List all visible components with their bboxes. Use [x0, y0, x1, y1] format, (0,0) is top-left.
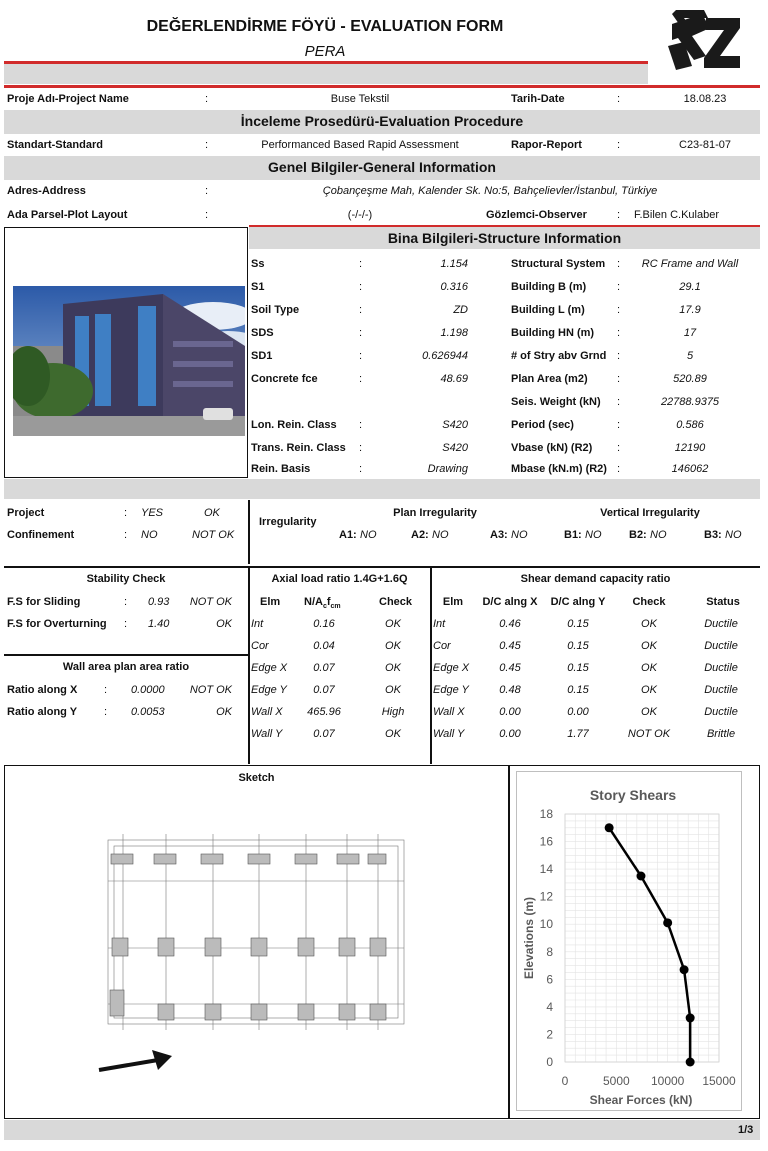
chart-y-label: Elevations (m) — [522, 896, 536, 980]
colon: : — [359, 281, 363, 293]
structure-value: 12190 — [674, 442, 706, 454]
shear-check: OK — [641, 662, 657, 674]
axial-header-ratio: $N/A_cf_{cm}$ — [304, 596, 341, 611]
shear-dcy: 0.15 — [567, 684, 589, 696]
colon: : — [359, 327, 363, 339]
wall-ratio-label: Ratio along X — [7, 684, 78, 696]
shear-title: Shear demand capacity ratio — [520, 573, 671, 585]
structure-value: Drawing — [427, 463, 468, 475]
axial-check: OK — [385, 684, 401, 696]
form-subtitle: PERA — [304, 43, 346, 60]
axial-check: OK — [385, 728, 401, 740]
shear-dcy: 0.15 — [567, 640, 589, 652]
shear-header: Status — [706, 596, 740, 608]
colon: : — [617, 396, 621, 408]
project-check-value: YES — [141, 507, 164, 519]
address-label: Adres-Address — [7, 185, 86, 197]
chart-y-tick-label: 6 — [546, 972, 553, 987]
shear-status: Ductile — [704, 640, 738, 652]
story-shears-chart — [516, 771, 742, 1111]
shear-elm: Wall X — [433, 706, 465, 718]
chart-x-ticks — [562, 1074, 736, 1088]
structure-label: Ss — [251, 258, 265, 270]
vertical-irregularity-title: Vertical Irregularity — [600, 507, 700, 519]
structure-label: Structural System — [511, 258, 606, 270]
shear-dcx: 0.00 — [499, 706, 521, 718]
shear-dcy: 0.15 — [567, 662, 589, 674]
shear-dcy: 0.15 — [567, 618, 589, 630]
form-title: DEĞERLENDİRME FÖYÜ - EVALUATION FORM — [146, 18, 504, 35]
colon: : — [359, 373, 363, 385]
structure-value: 5 — [686, 350, 694, 362]
chart-y-tick-label: 18 — [539, 807, 553, 821]
chart-title: Story Shears — [589, 787, 677, 803]
irregularity-value: NO — [725, 529, 742, 541]
chart-y-tick-label: 16 — [539, 834, 553, 849]
observer-value: F.Bilen C.Kulaber — [634, 209, 719, 221]
shear-elm: Cor — [433, 640, 451, 652]
axial-ratio: 0.07 — [313, 684, 335, 696]
axial-check: OK — [385, 618, 401, 630]
colon: : — [104, 684, 108, 696]
page-number: 1/3 — [738, 1124, 754, 1136]
axial-title: Axial load ratio 1.4G+1.6Q — [271, 573, 408, 585]
shear-check: OK — [641, 618, 657, 630]
structure-value: 17 — [683, 327, 697, 339]
structure-label: SDS — [251, 327, 274, 339]
chart-y-tick-label: 0 — [546, 1055, 553, 1069]
irregularity-value: NO — [432, 529, 449, 541]
irregularity-code: A2: — [411, 529, 429, 541]
stability-status: OK — [216, 618, 232, 630]
standard-value: Performanced Based Rapid Assessment — [261, 139, 459, 151]
plan-drawing-icon — [96, 826, 416, 1036]
structure-value: 1.198 — [440, 327, 468, 339]
axial-ratio: 465.96 — [307, 706, 341, 718]
chart-svg — [517, 772, 743, 1112]
structure-value: 48.69 — [440, 373, 468, 385]
structure-value: 1.154 — [440, 258, 468, 270]
chart-y-ticks — [540, 807, 554, 1069]
axial-check: OK — [385, 640, 401, 652]
shear-status: Ductile — [704, 706, 738, 718]
irregularity-code: B3: — [704, 529, 722, 541]
structure-label: Period (sec) — [511, 419, 574, 431]
confinement-value: NO — [141, 529, 158, 541]
structure-value: 29.1 — [679, 281, 701, 293]
date-value: 18.08.23 — [683, 93, 727, 105]
colon: : — [205, 185, 209, 197]
structure-value: 0.626944 — [422, 350, 468, 362]
shear-dcy: 0.00 — [567, 706, 589, 718]
axial-ratio: 0.07 — [313, 728, 335, 740]
structural-sketch — [96, 826, 416, 1036]
wall-ratio-status: OK — [216, 706, 232, 718]
axial-header-elm: Elm — [260, 596, 281, 608]
shear-dcy: 1.77 — [567, 728, 589, 740]
colon: : — [617, 209, 621, 221]
shear-dcx: 0.45 — [499, 640, 521, 652]
structure-label: S1 — [251, 281, 265, 293]
plan-irregularity-title: Plan Irregularity — [393, 507, 477, 519]
structure-value: 0.586 — [676, 419, 704, 431]
colon: : — [359, 463, 363, 475]
shear-dcx: 0.46 — [499, 618, 521, 630]
colon: : — [617, 281, 621, 293]
chart-point — [686, 1013, 695, 1022]
structure-label: Seis. Weight (kN) — [511, 396, 601, 408]
colon: : — [124, 596, 128, 608]
wall-ratio-title: Wall area plan area ratio — [62, 661, 190, 673]
wall-ratio-value: 0.0000 — [131, 684, 165, 696]
colon: : — [617, 463, 621, 475]
shear-check: OK — [641, 640, 657, 652]
chart-y-tick-label: 14 — [539, 862, 553, 877]
colon: : — [104, 706, 108, 718]
wall-ratio-status: NOT OK — [189, 684, 232, 696]
colon: : — [205, 93, 209, 105]
axial-elm: Wall X — [251, 706, 283, 718]
colon: : — [359, 442, 363, 454]
shear-elm: Edge Y — [433, 684, 469, 696]
shear-check: OK — [641, 706, 657, 718]
colon: : — [124, 529, 128, 541]
report-label: Rapor-Report — [511, 139, 582, 151]
irregularity-value: NO — [585, 529, 602, 541]
procedure-title: İnceleme Prosedürü-Evaluation Procedure — [240, 113, 524, 129]
colon: : — [124, 618, 128, 630]
shear-check: OK — [641, 684, 657, 696]
structure-value: 0.316 — [440, 281, 468, 293]
shear-header: Check — [632, 596, 666, 608]
standard-label: Standart-Standard — [7, 139, 103, 151]
structure-value: S420 — [442, 419, 468, 431]
shear-dcx: 0.00 — [499, 728, 521, 740]
structure-label: Building HN (m) — [511, 327, 595, 339]
colon: : — [617, 258, 621, 270]
structure-value: RC Frame and Wall — [641, 258, 739, 270]
project-name-value: Buse Tekstil — [330, 93, 390, 105]
colon: : — [617, 93, 621, 105]
structure-label: Soil Type — [251, 304, 300, 316]
axial-ratio: 0.07 — [313, 662, 335, 674]
chart-point — [663, 918, 672, 927]
address-value: Çobançeşme Mah, Kalender Sk. No:5, Bahçelievler/İstanbul, Türkiye — [322, 185, 658, 197]
colon: : — [359, 419, 363, 431]
structure-value: ZD — [453, 304, 468, 316]
irregularity-code: B2: — [629, 529, 647, 541]
colon: : — [617, 327, 621, 339]
chart-x-tick-label: 0 — [561, 1074, 569, 1088]
chart-y-tick-label: 12 — [539, 889, 553, 904]
irregularity-label: Irregularity — [259, 516, 317, 528]
structure-label: Trans. Rein. Class — [251, 442, 346, 454]
shear-elm: Int — [433, 618, 446, 630]
colon: : — [617, 373, 621, 385]
report-value: C23-81-07 — [679, 139, 731, 151]
project-check-status: OK — [204, 507, 220, 519]
structure-label: Rein. Basis — [251, 463, 311, 475]
structure-label: Concrete fce — [251, 373, 318, 385]
axial-check: High — [381, 706, 405, 718]
colon: : — [617, 304, 621, 316]
colon: : — [124, 507, 128, 519]
axial-ratio: 0.04 — [313, 640, 335, 652]
stability-value: 0.93 — [148, 596, 170, 608]
chart-point — [686, 1058, 695, 1067]
shear-dcx: 0.45 — [499, 662, 521, 674]
shear-elm: Edge X — [433, 662, 470, 674]
colon: : — [359, 304, 363, 316]
axial-check: OK — [385, 662, 401, 674]
shear-elm: Wall Y — [433, 728, 465, 740]
shear-check: NOT OK — [627, 728, 671, 740]
sketch-title: Sketch — [238, 772, 275, 784]
logo-icon — [662, 6, 744, 82]
observer-label: Gözlemci-Observer — [486, 209, 587, 221]
project-name-label: Proje Adı-Project Name — [7, 93, 129, 105]
building-photo — [13, 286, 245, 436]
chart-x-tick-label: 15000 — [702, 1074, 736, 1088]
general-info-title: Genel Bilgiler-General Information — [268, 159, 496, 175]
chart-x-tick-label: 5000 — [602, 1074, 630, 1088]
axial-header-check: Check — [379, 596, 413, 608]
structure-value: 520.89 — [673, 373, 707, 385]
chart-y-tick-label: 2 — [546, 1027, 553, 1042]
date-label: Tarih-Date — [511, 93, 565, 105]
colon: : — [359, 350, 363, 362]
axial-elm: Edge X — [251, 662, 288, 674]
irregularity-value: NO — [360, 529, 377, 541]
axial-elm: Int — [251, 618, 264, 630]
axial-elm: Cor — [251, 640, 269, 652]
company-logo — [662, 6, 744, 82]
structure-info-title: Bina Bilgileri-Structure Information — [387, 230, 622, 246]
structure-label: Building L (m) — [511, 304, 585, 316]
irregularity-value: NO — [650, 529, 667, 541]
shear-status: Ductile — [704, 662, 738, 674]
confinement-status: NOT OK — [192, 529, 235, 541]
structure-value: S420 — [442, 442, 468, 454]
colon: : — [359, 258, 363, 270]
irregularity-value: NO — [511, 529, 528, 541]
chart-point — [680, 965, 689, 974]
irregularity-code: A1: — [339, 529, 357, 541]
colon: : — [617, 350, 621, 362]
shear-status: Ductile — [704, 618, 738, 630]
chart-point — [605, 823, 614, 832]
axial-elm: Wall Y — [251, 728, 283, 740]
chart-y-tick-label: 10 — [539, 917, 553, 932]
chart-point — [636, 872, 645, 881]
stability-title: Stability Check — [86, 573, 166, 585]
structure-value: 17.9 — [679, 304, 701, 316]
colon: : — [617, 139, 621, 151]
colon: : — [205, 209, 209, 221]
confinement-label: Confinement — [7, 529, 75, 541]
stability-status: NOT OK — [189, 596, 232, 608]
plot-label: Ada Parsel-Plot Layout — [7, 209, 128, 221]
structure-label: Lon. Rein. Class — [251, 419, 337, 431]
structure-label: # of Stry abv Grnd — [511, 350, 607, 362]
axial-ratio: 0.16 — [313, 618, 335, 630]
chart-y-tick-label: 8 — [546, 944, 553, 959]
irregularity-code: B1: — [564, 529, 582, 541]
shear-status: Ductile — [704, 684, 738, 696]
structure-label: SD1 — [251, 350, 273, 362]
structure-value: 22788.9375 — [660, 396, 720, 408]
stability-value: 1.40 — [148, 618, 170, 630]
chart-x-label: Shear Forces (kN) — [589, 1093, 693, 1107]
shear-header: Elm — [442, 596, 464, 608]
structure-label: Plan Area (m2) — [511, 373, 588, 385]
structure-label: Mbase (kN.m) (R2) — [511, 463, 607, 475]
project-check-label: Project — [7, 507, 45, 519]
wall-ratio-value: 0.0053 — [131, 706, 165, 718]
shear-dcx: 0.48 — [499, 684, 521, 696]
shear-header: D/C alng X — [482, 596, 538, 608]
chart-grid — [565, 814, 719, 1062]
structure-label: Vbase (kN) (R2) — [511, 442, 593, 454]
irregularity-code: A3: — [490, 529, 508, 541]
chart-y-tick-label: 4 — [546, 999, 553, 1014]
shear-header: D/C alng Y — [550, 596, 606, 608]
shear-status: Brittle — [706, 728, 736, 740]
north-arrow-icon — [96, 1046, 176, 1076]
stability-label: F.S for Sliding — [7, 596, 81, 608]
structure-label: Building B (m) — [511, 281, 587, 293]
stability-label: F.S for Overturning — [7, 618, 107, 630]
colon: : — [205, 139, 209, 151]
axial-elm: Edge Y — [251, 684, 287, 696]
plot-value: (-/-/-) — [347, 209, 373, 221]
wall-ratio-label: Ratio along Y — [7, 706, 78, 718]
structure-value: 146062 — [671, 463, 709, 475]
colon: : — [617, 419, 621, 431]
chart-x-tick-label: 10000 — [650, 1074, 685, 1088]
colon: : — [617, 442, 621, 454]
